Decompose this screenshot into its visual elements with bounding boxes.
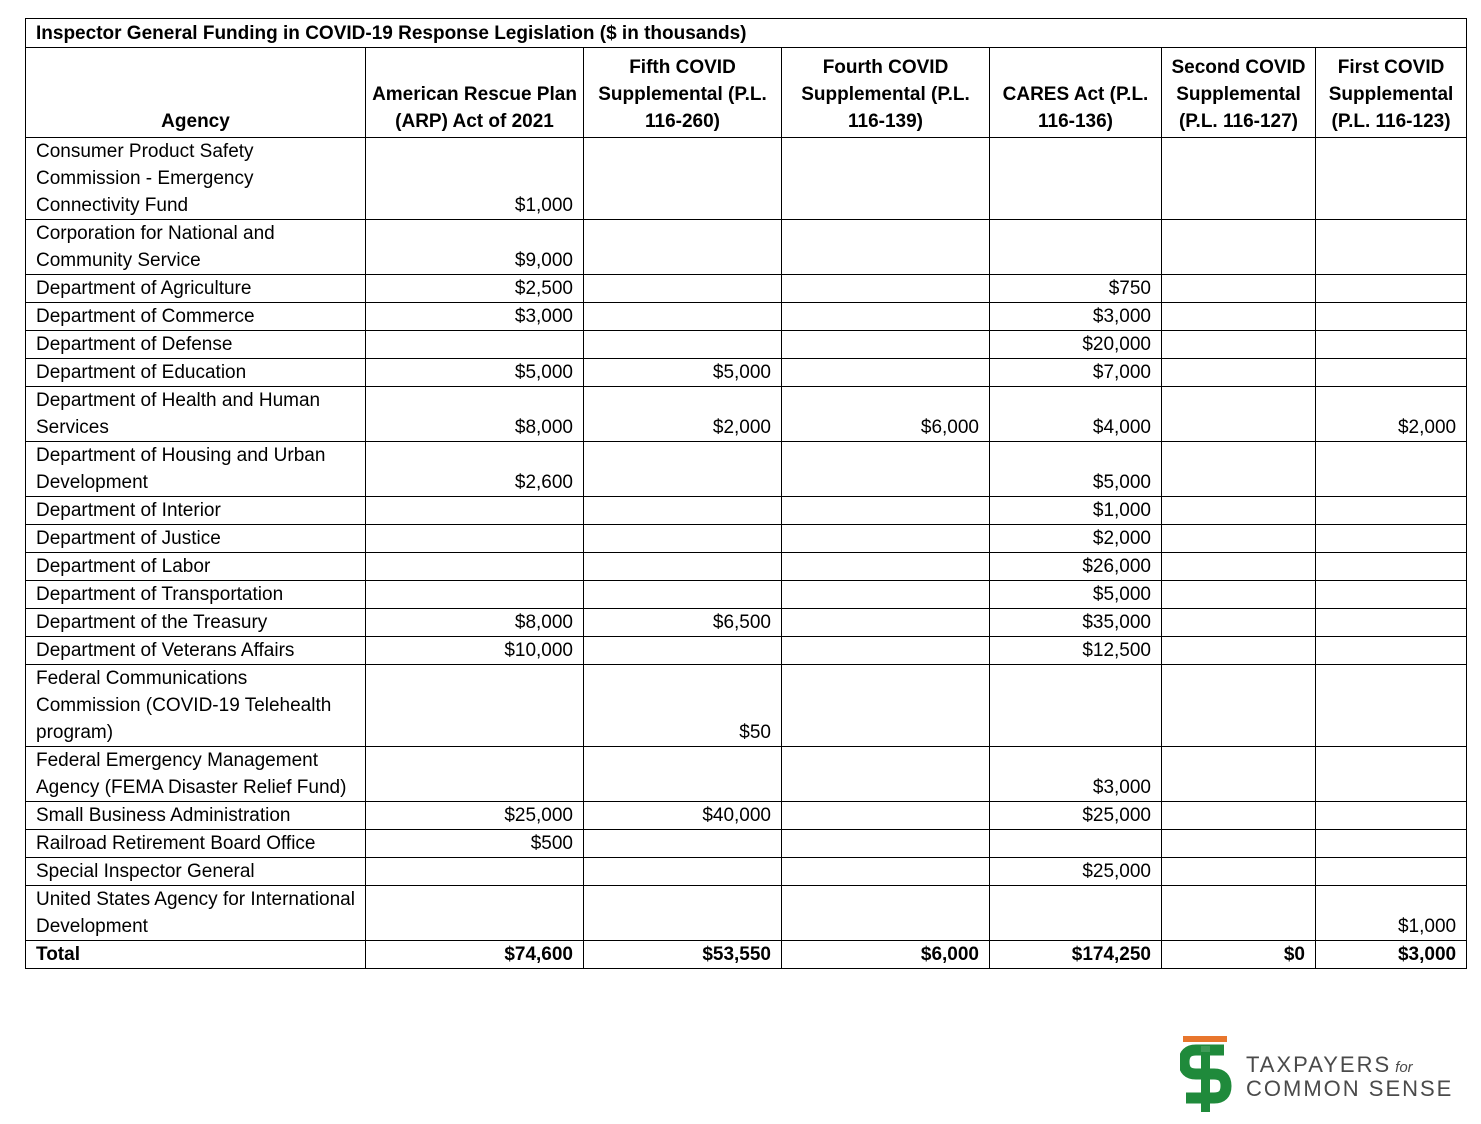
amount-cell (782, 442, 990, 497)
total-row (26, 941, 1467, 969)
amount-cell (1162, 138, 1316, 220)
amount-cell (1162, 553, 1316, 581)
agency-cell: Department of Agriculture (26, 275, 366, 303)
agency-cell: Department of Labor (26, 553, 366, 581)
amount-cell: $40,000 (584, 802, 782, 830)
amount-cell (366, 747, 584, 802)
amount-cell: $10,000 (366, 637, 584, 665)
amount-cell: $5,000 (990, 442, 1162, 497)
amount-cell: $8,000 (366, 609, 584, 637)
amount-cell (1316, 665, 1467, 747)
amount-cell: $20,000 (990, 331, 1162, 359)
agency-cell: Federal Communications Commission (COVID-19 Telehealth program) (26, 665, 366, 747)
amount-cell (1162, 886, 1316, 941)
amount-cell (1316, 609, 1467, 637)
table-row (26, 220, 1467, 275)
table-row (26, 609, 1467, 637)
amount-cell (1316, 802, 1467, 830)
amount-cell (584, 553, 782, 581)
amount-cell (1162, 665, 1316, 747)
header-cares: CARES Act (P.L. 116-136) (990, 48, 1162, 138)
amount-cell (990, 830, 1162, 858)
amount-cell (1162, 747, 1316, 802)
agency-cell: Department of Housing and Urban Development (26, 442, 366, 497)
table-row (26, 886, 1467, 941)
amount-cell (1162, 275, 1316, 303)
table-row (26, 553, 1467, 581)
total-cell: $174,250 (990, 941, 1162, 969)
total-cell: $6,000 (782, 941, 990, 969)
header-first: First COVID Supplemental (P.L. 116-123) (1316, 48, 1467, 138)
amount-cell (584, 303, 782, 331)
table-row (26, 525, 1467, 553)
amount-cell (366, 665, 584, 747)
amount-cell: $6,500 (584, 609, 782, 637)
amount-cell: $2,000 (584, 387, 782, 442)
amount-cell: $5,000 (990, 581, 1162, 609)
agency-cell: Department of Health and Human Services (26, 387, 366, 442)
amount-cell (366, 525, 584, 553)
amount-cell: $25,000 (366, 802, 584, 830)
amount-cell (1316, 303, 1467, 331)
amount-cell (1162, 581, 1316, 609)
amount-cell (1162, 525, 1316, 553)
amount-cell: $7,000 (990, 359, 1162, 387)
amount-cell (584, 637, 782, 665)
header-agency: Agency (26, 48, 366, 138)
amount-cell: $1,000 (990, 497, 1162, 525)
amount-cell (366, 497, 584, 525)
amount-cell (1162, 637, 1316, 665)
amount-cell: $5,000 (584, 359, 782, 387)
table-row (26, 275, 1467, 303)
taxpayers-logo (1180, 1036, 1454, 1114)
amount-cell (782, 637, 990, 665)
header-fifth: Fifth COVID Supplemental (P.L. 116-260) (584, 48, 782, 138)
amount-cell (584, 331, 782, 359)
amount-cell (782, 802, 990, 830)
amount-cell: $26,000 (990, 553, 1162, 581)
amount-cell (366, 553, 584, 581)
amount-cell (782, 858, 990, 886)
amount-cell (782, 497, 990, 525)
amount-cell (782, 581, 990, 609)
amount-cell (1162, 609, 1316, 637)
amount-cell (782, 275, 990, 303)
agency-cell: Department of Education (26, 359, 366, 387)
amount-cell: $25,000 (990, 802, 1162, 830)
amount-cell: $750 (990, 275, 1162, 303)
logo-line1: TAXPAYERS for (1246, 1052, 1413, 1077)
agency-cell: Corporation for National and Community Service (26, 220, 366, 275)
amount-cell: $25,000 (990, 858, 1162, 886)
amount-cell: $3,000 (366, 303, 584, 331)
table-title: Inspector General Funding in COVID-19 Response Legislation ($ in thousands) (26, 19, 1467, 48)
amount-cell (1316, 581, 1467, 609)
table-row (26, 303, 1467, 331)
amount-cell (584, 220, 782, 275)
total-cell: $74,600 (366, 941, 584, 969)
amount-cell (990, 665, 1162, 747)
total-label: Total (26, 941, 366, 969)
amount-cell: $9,000 (366, 220, 584, 275)
amount-cell (1316, 497, 1467, 525)
amount-cell (1316, 220, 1467, 275)
amount-cell (1162, 220, 1316, 275)
amount-cell (584, 886, 782, 941)
agency-cell: Department of Interior (26, 497, 366, 525)
table-row (26, 830, 1467, 858)
agency-cell: Federal Emergency Management Agency (FEMA Disaster Relief Fund) (26, 747, 366, 802)
agency-cell: Consumer Product Safety Commission - Emergency Connectivity Fund (26, 138, 366, 220)
table-row (26, 138, 1467, 220)
amount-cell (1316, 553, 1467, 581)
amount-cell: $500 (366, 830, 584, 858)
agency-cell: Department of Veterans Affairs (26, 637, 366, 665)
header-fourth: Fourth COVID Supplemental (P.L. 116-139) (782, 48, 990, 138)
amount-cell (1316, 275, 1467, 303)
logo-for: for (1395, 1059, 1413, 1076)
amount-cell (1316, 858, 1467, 886)
amount-cell (584, 497, 782, 525)
table-row (26, 387, 1467, 442)
amount-cell (782, 747, 990, 802)
amount-cell: $6,000 (782, 387, 990, 442)
amount-cell (1162, 359, 1316, 387)
amount-cell (1316, 442, 1467, 497)
total-cell: $53,550 (584, 941, 782, 969)
amount-cell (782, 609, 990, 637)
table-row (26, 747, 1467, 802)
table-row (26, 637, 1467, 665)
header-second: Second COVID Supplemental (P.L. 116-127) (1162, 48, 1316, 138)
agency-cell: Department of Transportation (26, 581, 366, 609)
amount-cell (782, 220, 990, 275)
amount-cell: $35,000 (990, 609, 1162, 637)
amount-cell: $1,000 (1316, 886, 1467, 941)
total-cell: $3,000 (1316, 941, 1467, 969)
table-body (26, 138, 1467, 941)
amount-cell (584, 581, 782, 609)
table-row (26, 802, 1467, 830)
amount-cell (1162, 830, 1316, 858)
table-row (26, 497, 1467, 525)
amount-cell (1162, 387, 1316, 442)
amount-cell (584, 138, 782, 220)
table-row (26, 442, 1467, 497)
amount-cell: $4,000 (990, 387, 1162, 442)
amount-cell (1316, 138, 1467, 220)
amount-cell: $3,000 (990, 747, 1162, 802)
header-row (26, 48, 1467, 138)
amount-cell (1162, 802, 1316, 830)
amount-cell (782, 553, 990, 581)
amount-cell (782, 886, 990, 941)
amount-cell (366, 886, 584, 941)
amount-cell (584, 747, 782, 802)
amount-cell (1162, 303, 1316, 331)
agency-cell: Department of the Treasury (26, 609, 366, 637)
amount-cell (782, 359, 990, 387)
amount-cell (366, 331, 584, 359)
amount-cell (990, 220, 1162, 275)
amount-cell (584, 830, 782, 858)
header-arp: American Rescue Plan (ARP) Act of 2021 (366, 48, 584, 138)
amount-cell (1316, 331, 1467, 359)
table-row (26, 665, 1467, 747)
amount-cell (990, 138, 1162, 220)
agency-cell: Department of Defense (26, 331, 366, 359)
table-row (26, 331, 1467, 359)
amount-cell: $1,000 (366, 138, 584, 220)
amount-cell (990, 886, 1162, 941)
table-row (26, 359, 1467, 387)
agency-cell: Special Inspector General (26, 858, 366, 886)
amount-cell: $2,000 (1316, 387, 1467, 442)
amount-cell (1316, 525, 1467, 553)
table-row (26, 581, 1467, 609)
logo-line2: COMMON SENSE (1246, 1076, 1454, 1101)
amount-cell (782, 138, 990, 220)
amount-cell (366, 858, 584, 886)
amount-cell (1316, 637, 1467, 665)
amount-cell (1316, 830, 1467, 858)
agency-cell: United States Agency for International Development (26, 886, 366, 941)
amount-cell (366, 581, 584, 609)
amount-cell: $50 (584, 665, 782, 747)
amount-cell (782, 830, 990, 858)
amount-cell (782, 525, 990, 553)
amount-cell (1316, 359, 1467, 387)
amount-cell (1162, 497, 1316, 525)
amount-cell: $2,500 (366, 275, 584, 303)
agency-cell: Department of Commerce (26, 303, 366, 331)
amount-cell: $3,000 (990, 303, 1162, 331)
amount-cell (1162, 442, 1316, 497)
agency-cell: Small Business Administration (26, 802, 366, 830)
amount-cell: $5,000 (366, 359, 584, 387)
amount-cell (1162, 331, 1316, 359)
amount-cell (782, 303, 990, 331)
amount-cell (584, 275, 782, 303)
amount-cell (1162, 858, 1316, 886)
amount-cell: $2,600 (366, 442, 584, 497)
table-row (26, 858, 1467, 886)
amount-cell: $2,000 (990, 525, 1162, 553)
amount-cell (584, 442, 782, 497)
amount-cell (782, 331, 990, 359)
dollar-sign-logo-icon (1180, 1036, 1240, 1114)
amount-cell: $12,500 (990, 637, 1162, 665)
amount-cell (1316, 747, 1467, 802)
agency-cell: Railroad Retirement Board Office (26, 830, 366, 858)
amount-cell: $8,000 (366, 387, 584, 442)
total-cell: $0 (1162, 941, 1316, 969)
funding-table (25, 18, 1467, 969)
agency-cell: Department of Justice (26, 525, 366, 553)
amount-cell (584, 525, 782, 553)
amount-cell (584, 858, 782, 886)
amount-cell (782, 665, 990, 747)
